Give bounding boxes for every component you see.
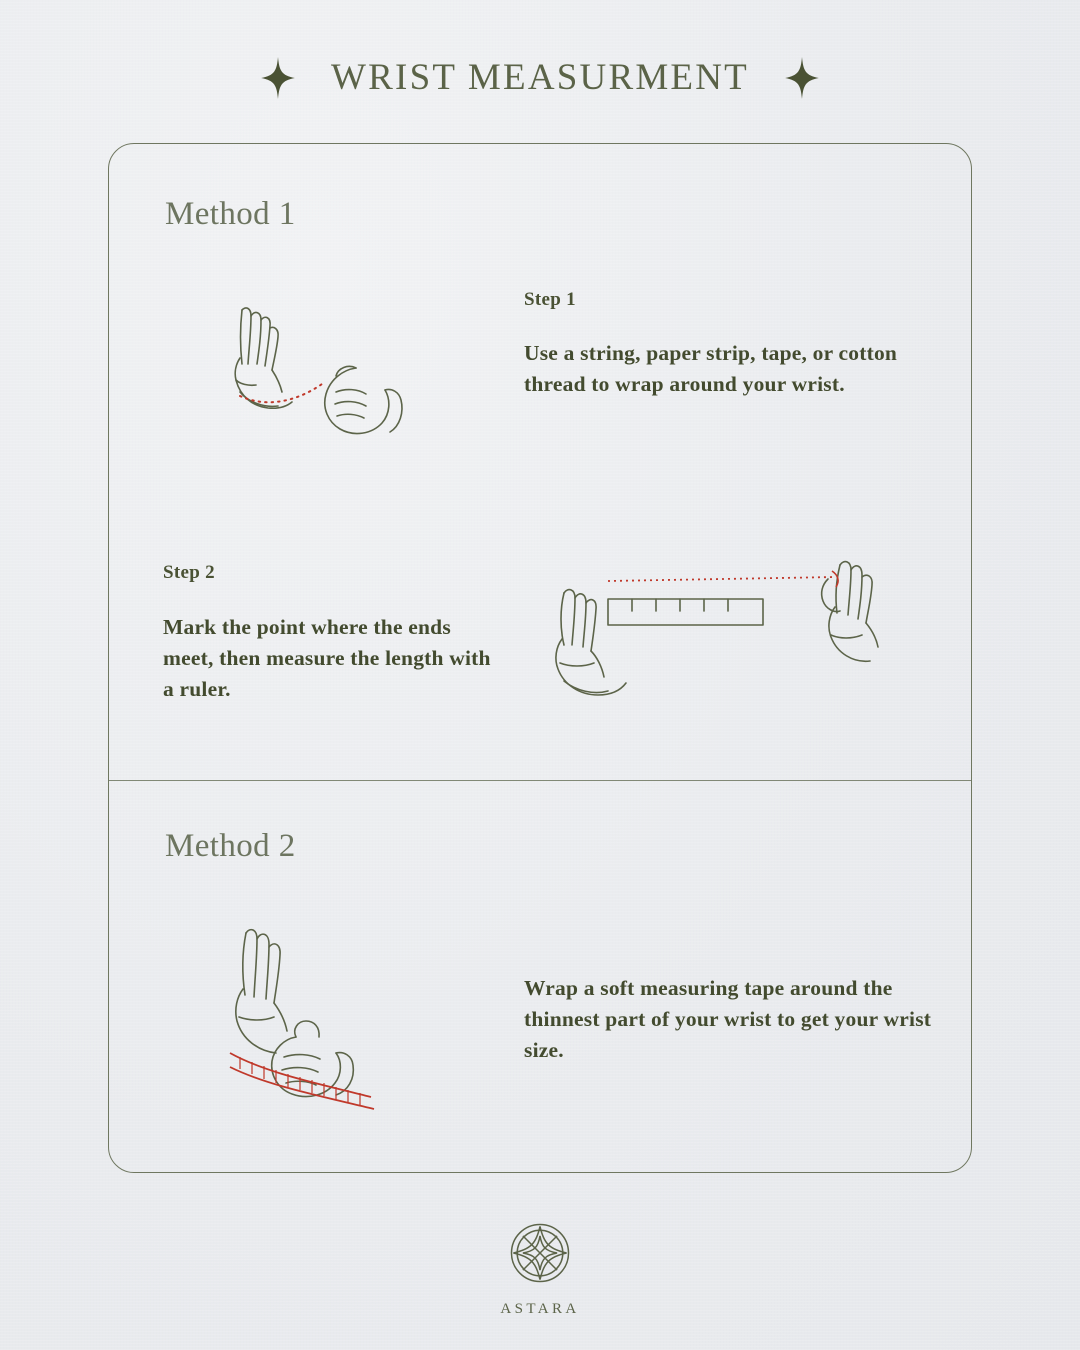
method-divider bbox=[108, 780, 972, 781]
brand-name: ASTARA bbox=[500, 1301, 580, 1317]
hand-with-measuring-tape-icon bbox=[196, 905, 456, 1135]
method-2-text: Wrap a soft measuring tape around the thinnest part of your wrist to get your wrist size. bbox=[524, 976, 932, 1062]
sparkle-icon bbox=[785, 57, 819, 99]
hands-with-ruler-icon bbox=[540, 535, 890, 735]
sparkle-icon bbox=[261, 57, 295, 99]
method-1-title: Method 1 bbox=[165, 196, 296, 232]
step-2-label: Step 2 bbox=[163, 562, 215, 583]
compass-star-logo-icon bbox=[502, 1215, 578, 1291]
step-1-text: Use a string, paper strip, tape, or cotton thread to wrap around your wrist. bbox=[524, 341, 898, 396]
page-title: WRIST MEASURMENT bbox=[331, 57, 749, 98]
page-footer bbox=[0, 1215, 1080, 1318]
page-header bbox=[0, 56, 1080, 99]
method-2-title: Method 2 bbox=[165, 828, 296, 864]
hand-with-string-icon bbox=[196, 280, 456, 480]
step-1-label: Step 1 bbox=[524, 289, 576, 310]
step-2-text: Mark the point where the ends meet, then measure the length with a ruler. bbox=[163, 615, 491, 701]
